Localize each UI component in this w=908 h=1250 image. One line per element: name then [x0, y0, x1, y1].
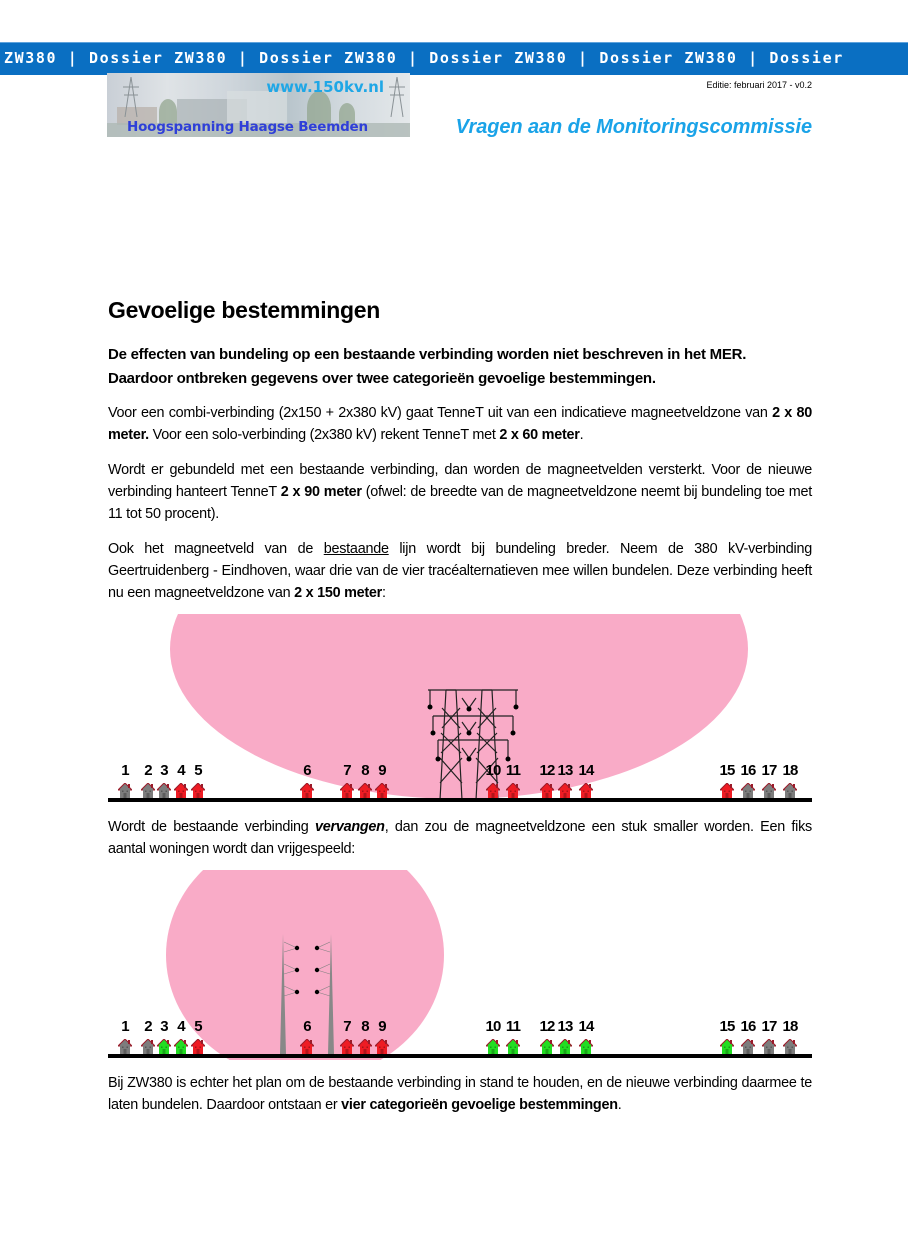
house-icon-gray	[141, 783, 155, 798]
diagram-replaced-magnetic-zone	[108, 870, 812, 1060]
compact-pylon-icon	[280, 934, 340, 1056]
house-icon-green	[174, 1039, 188, 1054]
house-icon-green	[579, 1039, 593, 1054]
house-number-label: 9	[378, 762, 386, 779]
ticker-text: ZW380 | Dossier ZW380 | Dossier ZW380 | Dossier ZW380 | Dossier ZW380 | Dossier	[4, 49, 844, 67]
site-banner-image[interactable]	[107, 73, 410, 137]
lead-paragraph	[108, 343, 812, 391]
house-icon-red	[358, 783, 372, 798]
house-number-label: 7	[343, 762, 351, 779]
house-icon-red	[174, 783, 188, 798]
banner-url: www.150kv.nl	[266, 78, 384, 96]
house-icon-gray	[141, 1039, 155, 1054]
house-icon-red	[579, 783, 593, 798]
lead-line-2: Daardoor ontbreken gegevens over twee categorieën gevoelige bestemmingen.	[108, 370, 656, 387]
house-number-label: 10	[485, 762, 501, 779]
house-icon-green	[157, 1039, 171, 1054]
house-number-label: 8	[361, 1018, 369, 1035]
pylon-icon	[121, 77, 141, 117]
house-number-label: 4	[177, 762, 185, 779]
house-number-label: 14	[578, 762, 594, 779]
house-number-label: 6	[303, 762, 311, 779]
house-icon-gray	[118, 783, 132, 798]
house-number-label: 16	[740, 1018, 756, 1035]
house-number-label: 4	[177, 1018, 185, 1035]
house-icon-gray	[762, 783, 776, 798]
house-icon-green	[506, 1039, 520, 1054]
lead-line-1: De effecten van bundeling op een bestaande verbinding worden niet beschreven in het MER.	[108, 346, 747, 363]
house-number-label: 17	[761, 762, 777, 779]
house-icon-red	[540, 783, 554, 798]
house-icon-red	[191, 1039, 205, 1054]
house-number-label: 18	[782, 762, 798, 779]
house-icon-green	[486, 1039, 500, 1054]
house-icon-red	[340, 783, 354, 798]
house-icon-gray	[157, 783, 171, 798]
house-number-label: 18	[782, 1018, 798, 1035]
house-number-label: 2	[144, 762, 152, 779]
house-number-label: 13	[557, 1018, 573, 1035]
paragraph-combi-solo: Voor een combi-verbinding (2x150 + 2x380 kV) gaat TenneT uit van een indicatieve magneetveldzone van 2 x 80 meter. Voor een solo-verbinding (2x380 kV) rekent TenneT met 2 x 60 meter.	[108, 405, 812, 443]
house-icon-gray	[741, 1039, 755, 1054]
house-number-label: 7	[343, 1018, 351, 1035]
house-icon-red	[358, 1039, 372, 1054]
house-number-label: 9	[378, 1018, 386, 1035]
house-number-label: 15	[719, 762, 735, 779]
house-icon-red	[375, 1039, 389, 1054]
house-icon-red	[506, 783, 520, 798]
banner-site-name: Hoogspanning Haagse Beemden	[127, 119, 368, 135]
house-number-label: 11	[505, 762, 521, 779]
house-icon-green	[720, 1039, 734, 1054]
page-title: Gevoelige bestemmingen	[108, 297, 381, 323]
house-number-label: 10	[485, 1018, 501, 1035]
paragraph-conclusion: Bij ZW380 is echter het plan om de bestaande verbinding in stand te houden, en de nieuwe verbinding daarmee te laten bundelen. Daardoor ontstaan er vier categorieën gevoelige bestemmingen.	[108, 1075, 812, 1113]
house-number-label: 1	[121, 762, 129, 779]
house-icon-red	[375, 783, 389, 798]
house-number-label: 16	[740, 762, 756, 779]
house-icon-red	[486, 783, 500, 798]
house-number-label: 11	[505, 1018, 521, 1035]
house-number-label: 5	[194, 1018, 202, 1035]
house-icon-gray	[118, 1039, 132, 1054]
house-number-label: 3	[160, 762, 168, 779]
house-number-label: 15	[719, 1018, 735, 1035]
section-subtitle: Vragen aan de Monitoringscommissie	[455, 116, 812, 138]
dossier-ticker-bar	[0, 42, 908, 75]
house-number-label: 12	[539, 762, 555, 779]
house-icon-gray	[783, 1039, 797, 1054]
house-icon-gray	[741, 783, 755, 798]
house-icon-red	[191, 783, 205, 798]
house-number-label: 1	[121, 1018, 129, 1035]
house-number-label: 17	[761, 1018, 777, 1035]
house-icon-red	[300, 783, 314, 798]
house-icon-gray	[762, 1039, 776, 1054]
house-number-label: 3	[160, 1018, 168, 1035]
house-number-label: 13	[557, 762, 573, 779]
house-number-label: 8	[361, 762, 369, 779]
house-number-label: 5	[194, 762, 202, 779]
house-icon-green	[558, 1039, 572, 1054]
house-icon-red	[340, 1039, 354, 1054]
ground-line	[108, 1054, 812, 1058]
ground-line	[108, 798, 812, 802]
house-icon-red	[558, 783, 572, 798]
paragraph-existing-line: Ook het magneetveld van de bestaande lijn wordt bij bundeling breder. Neem de 380 kV-verbinding Geertruidenberg - Eindhoven, waar drie van de vier tracéalternatieven mee willen bundelen. Deze verbinding heeft nu een magneetveldzone van 2 x 150 meter:	[108, 541, 813, 601]
pylon-icon	[387, 77, 407, 117]
paragraph-bundling: Wordt er gebundeld met een bestaande verbinding, dan worden de magneetvelden versterkt. Voor de nieuwe verbinding hanteert TenneT 2 x 90 meter (ofwel: de breedte van de magneetveldzone neemt bij bundeling toe met 11 tot 50 procent).	[108, 462, 812, 522]
house-icon-gray	[783, 783, 797, 798]
house-icon-red	[300, 1039, 314, 1054]
diagram-bundled-magnetic-zone	[108, 614, 812, 804]
house-number-label: 14	[578, 1018, 594, 1035]
house-number-label: 12	[539, 1018, 555, 1035]
house-icon-red	[720, 783, 734, 798]
house-number-label: 2	[144, 1018, 152, 1035]
edition-label: Editie: februari 2017 - v0.2	[706, 80, 812, 90]
house-icon-green	[540, 1039, 554, 1054]
paragraph-replacement: Wordt de bestaande verbinding vervangen, dan zou de magneetveldzone een stuk smaller worden. Een fiks aantal woningen wordt dan vrijgespeeld:	[108, 819, 812, 857]
house-number-label: 6	[303, 1018, 311, 1035]
